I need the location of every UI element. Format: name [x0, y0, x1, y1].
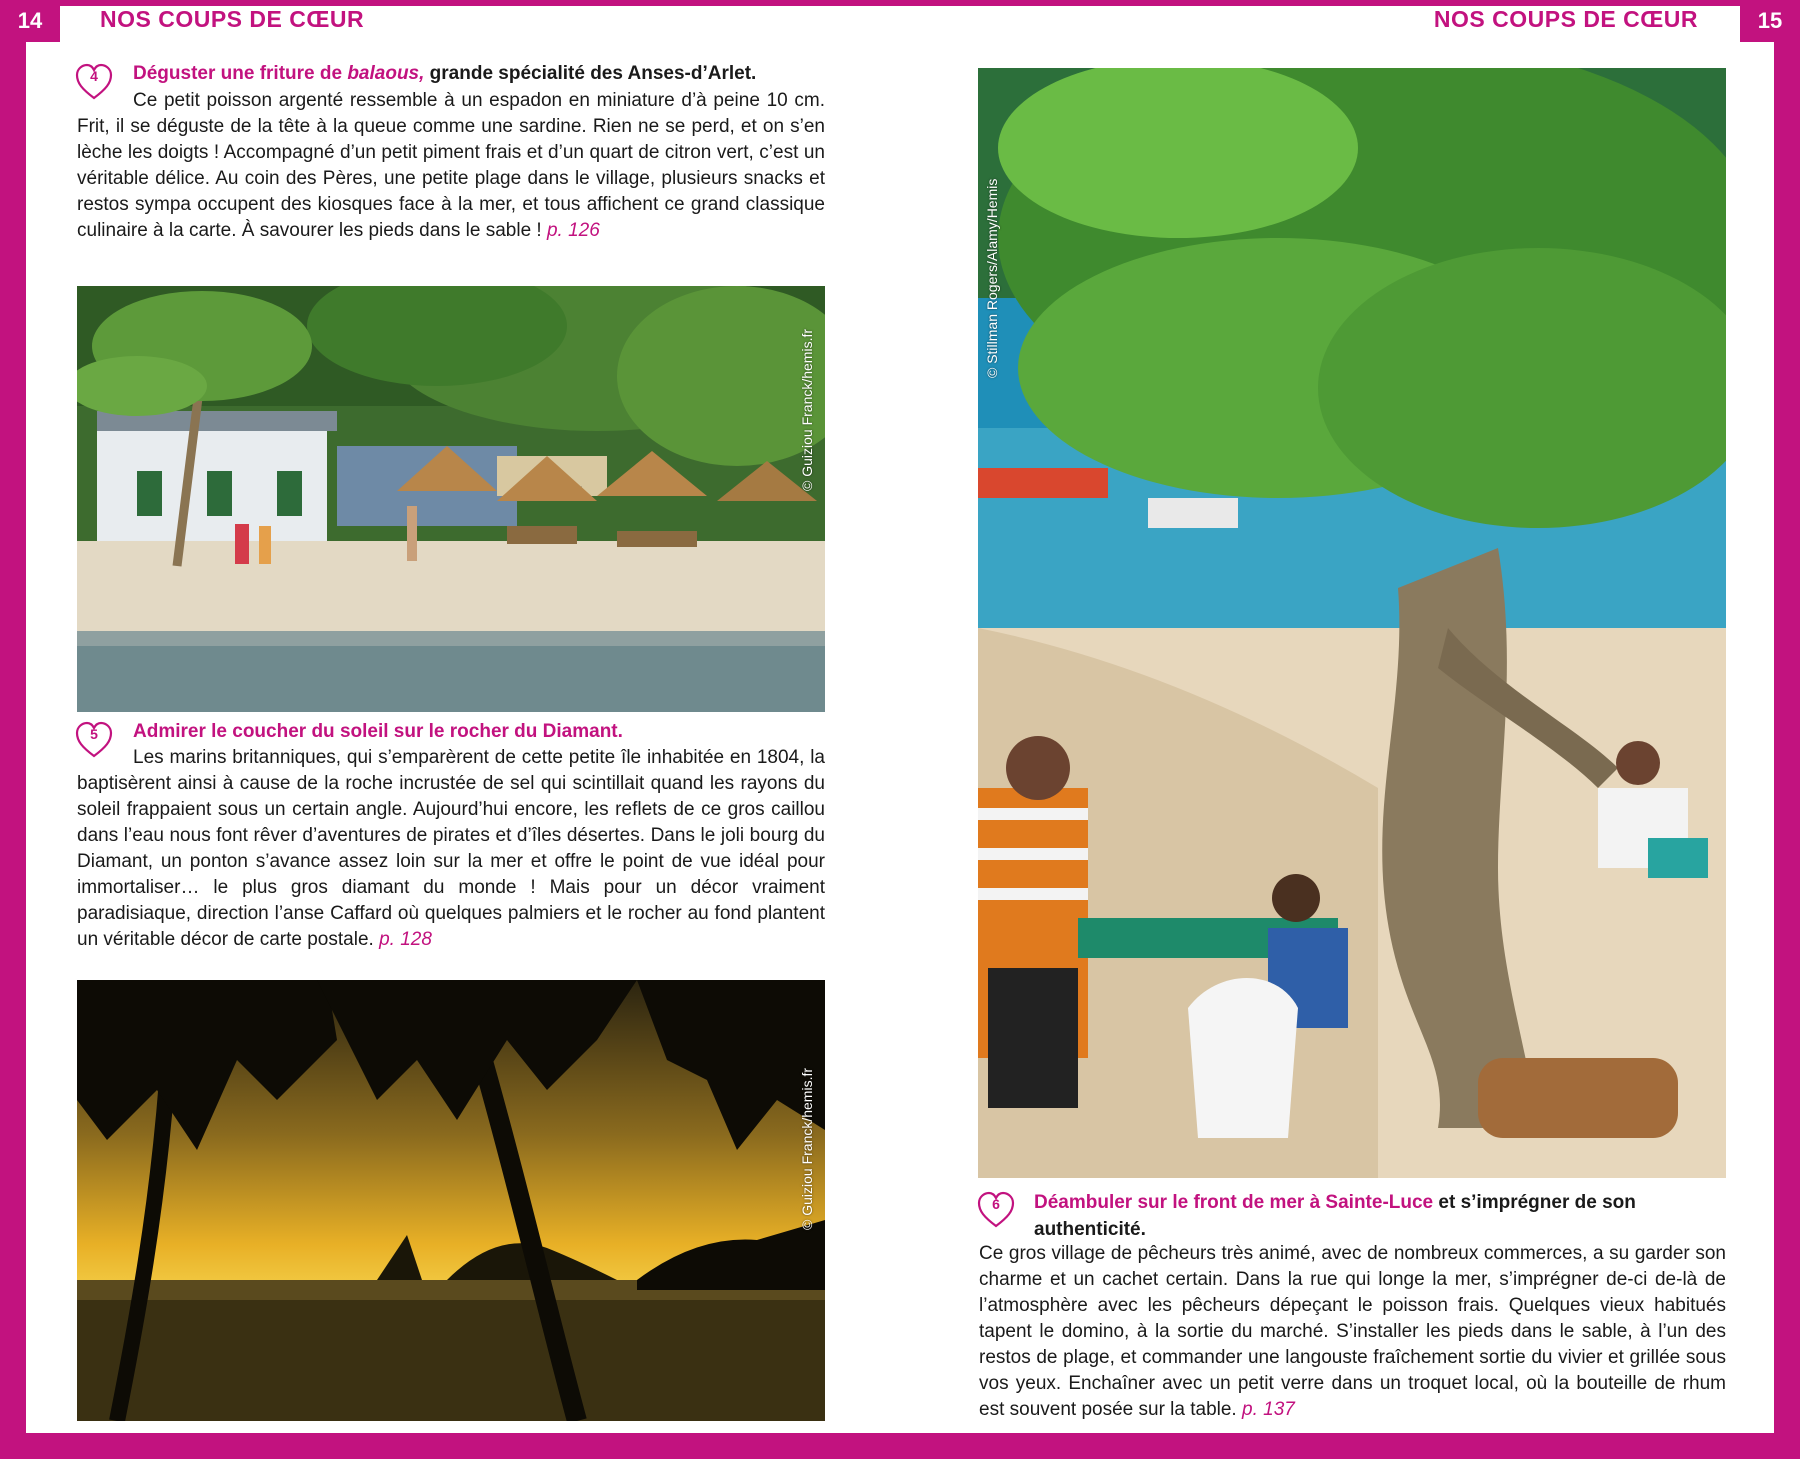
entry-4-title-pink: Déguster une friture de [133, 63, 348, 84]
entry-6-title [1034, 1189, 1724, 1243]
entry-5-body [77, 745, 825, 953]
page-frame-left [0, 0, 26, 1459]
entry-4-page-ref[interactable]: p. 126 [546, 220, 600, 241]
entry-6-page-ref[interactable]: p. 137 [1242, 1399, 1295, 1420]
entry-6-body [979, 1241, 1726, 1423]
entry-number: 5 [90, 726, 98, 742]
sainte-luce-photo [978, 68, 1726, 1178]
entry-5-title [133, 719, 828, 745]
entry-4-title [133, 61, 828, 87]
right-page-number: 15 [1740, 0, 1800, 42]
page-frame-bottom [0, 1433, 1800, 1459]
heart-icon [976, 1190, 1016, 1230]
page-frame-right [1774, 0, 1800, 1459]
entry-5-title-pink: Admirer le coucher du soleil sur le rocher du Diamant. [133, 721, 623, 742]
entry-number: 4 [90, 68, 98, 84]
entry-number: 6 [992, 1196, 1000, 1212]
sainte-luce-photo-credit: © Stillman Rogers/Alamy/Hemis [984, 178, 1000, 378]
entry-6-title-black: et s’imprégner de son authenticité. [1034, 1192, 1636, 1240]
left-running-head: NOS COUPS DE CŒUR [100, 6, 365, 32]
entry-6-title-pink: Déambuler sur le front de mer à Sainte-Luce [1034, 1192, 1434, 1213]
entry-4-title-black: grande spécialité des Anses-d’Arlet. [424, 63, 757, 84]
entry-5-text: Les marins britanniques, qui s’emparèrent de cette petite île inhabitée en 1804, la baptisèrent ainsi à cause de la roche incrustée de sel qui scintillait quand les rayons du soleil frappaient sous un certain angle. Aujourd’hui encore, les reflets de ce gros caillou dans l’eau nous font rêver d’aventures de pirates et d’îles désertes. Dans le joli bourg du Diamant, un ponton s’avance assez loin sur la mer et offre le point de vue idéal pour immortaliser… le plus gros diamant du monde ! Mais pour un décor vraiment paradisiaque, direction l’anse Caffard où quelques palmiers et le rocher au fond plantent un véritable décor de carte postale. [77, 747, 825, 950]
beach-photo [77, 286, 825, 712]
entry-6-text: Ce gros village de pêcheurs très animé, avec de nombreux commerces, a su garder son charme et un cachet certain. Dans la rue qui longe la mer, s’imprégner de-ci de-là de l’atmosphère avec les pêcheurs dépeçant le poisson frais. Quelques vieux habitués tapent le domino, à la sortie du marché. S’installer les pieds dans le sable, à l’un des restos de plage, et commander une langouste fraîchement sortie du vivier et grillée sous vos yeux. Enchaîner avec un petit verre dans un troquet local, où la bouteille de rhum est souvent posée sur la table. [979, 1243, 1726, 1420]
left-page-number: 14 [0, 0, 60, 42]
entry-4-body [77, 88, 825, 244]
sunset-photo-credit: © Guiziou Franck/hemis.fr [799, 1067, 815, 1230]
entry-4-text: Ce petit poisson argenté ressemble à un espadon en miniature d’à peine 10 cm. Frit, il se déguste de la tête à la queue comme une sardine. Rien ne se perd, et on s’en lèche les doigts ! Accompagné d’un petit piment frais et d’un quart de citron vert, c’est un véritable délice. Au coin des Pères, une petite plage dans le village, plusieurs snacks et restos sympa occupent des kiosques face à la mer, et tous affichent ce grand classique culinaire à la carte. À savourer les pieds dans le sable ! [77, 90, 825, 241]
entry-4-title-italic: balaous, [347, 63, 425, 84]
sunset-photo [77, 980, 825, 1421]
right-running-head: NOS COUPS DE CŒUR [1433, 6, 1698, 32]
entry-5-page-ref[interactable]: p. 128 [379, 929, 432, 950]
beach-photo-credit: © Guiziou Franck/hemis.fr [799, 328, 815, 491]
